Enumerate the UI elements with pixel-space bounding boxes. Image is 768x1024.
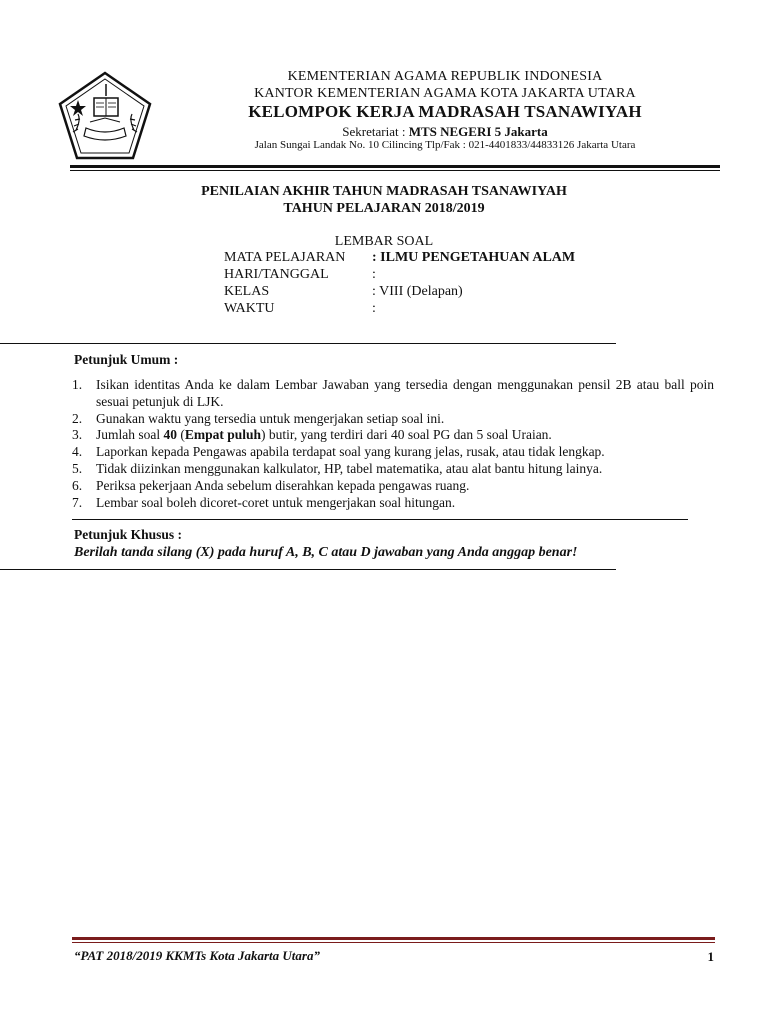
info-row-time: [224, 301, 575, 318]
question-count: 40: [163, 427, 177, 443]
footer-divider: [72, 937, 715, 940]
header-ministry: KEMENTERIAN AGAMA REPUBLIK INDONESIA: [287, 69, 603, 84]
list-number: 2.: [72, 410, 83, 426]
info-label: MATA PELAJARAN: [224, 250, 346, 265]
list-number: 6.: [72, 477, 83, 493]
info-value: :: [372, 267, 376, 282]
info-label: HARI/TANGGAL: [224, 267, 329, 282]
text-part: (: [177, 427, 185, 443]
list-number: 4.: [72, 444, 83, 460]
page-number: 1: [707, 949, 714, 964]
info-label: WAKTU: [224, 301, 275, 316]
list-number: 5.: [72, 460, 83, 476]
list-text: Gunakan waktu yang tersedia untuk mengerjakan setiap soal ini.: [96, 410, 445, 426]
exam-year: TAHUN PELAJARAN 2018/2019: [283, 201, 485, 216]
exam-info: [224, 250, 575, 318]
info-row-date: [224, 267, 575, 284]
info-label: KELAS: [224, 284, 270, 299]
list-number: 1.: [72, 377, 83, 392]
section-divider: [0, 569, 616, 570]
specific-instructions-text: Berilah tanda silang (X) pada huruf A, B, C atau D jawaban yang Anda anggap benar!: [74, 545, 578, 560]
general-instructions-list: [72, 377, 714, 511]
list-number: 7.: [72, 494, 83, 510]
ministry-logo: [56, 70, 154, 162]
list-item: [72, 495, 714, 512]
list-item: [72, 411, 714, 428]
info-value: : VIII (Delapan): [372, 284, 463, 299]
list-text: [96, 427, 714, 444]
list-text: Periksa pekerjaan Anda sebelum diserahkan kepada pengawas ruang.: [96, 477, 470, 493]
list-number: 3.: [72, 427, 83, 443]
list-item: [72, 427, 714, 444]
info-value: : ILMU PENGETAHUAN ALAM: [372, 250, 576, 265]
exam-title: PENILAIAN AKHIR TAHUN MADRASAH TSANAWIYAH: [201, 184, 567, 199]
section-divider: [0, 343, 616, 344]
list-text: Tidak diizinkan menggunakan kalkulator, HP, tabel matematika, atau alat bantu hitung lainya.: [96, 460, 603, 476]
info-row-subject: [224, 250, 575, 267]
list-item: [72, 478, 714, 495]
list-item: [72, 461, 714, 478]
list-item: [72, 444, 714, 461]
list-item: [72, 377, 714, 411]
secretariat-value: MTS NEGERI 5 Jakarta: [408, 124, 548, 139]
header-organization: KELOMPOK KERJA MADRASAH TSANAWIYAH: [248, 102, 642, 121]
section-divider: [72, 519, 688, 520]
list-text: Laporkan kepada Pengawas apabila terdapat soal yang kurang jelas, rusak, atau tidak lengkap.: [96, 444, 605, 460]
footer-divider-thin: [72, 942, 715, 943]
specific-instructions-title: Petunjuk Khusus :: [74, 527, 183, 542]
footer-text: “PAT 2018/2019 KKMTs Kota Jakarta Utara”: [74, 948, 320, 963]
sheet-title: LEMBAR SOAL: [334, 234, 434, 249]
list-text: Lembar soal boleh dicoret-coret untuk mengerjakan soal hitungan.: [96, 494, 456, 510]
header-address: Jalan Sungai Landak No. 10 Cilincing Tlp/Fak : 021-4401833/44833126 Jakarta Utara: [254, 139, 636, 151]
header-secretariat: [160, 124, 730, 140]
info-row-class: [224, 284, 575, 301]
text-part: ) butir, yang terdiri dari 40 soal PG dan 5 soal Uraian.: [261, 427, 552, 443]
secretariat-label: Sekretariat :: [342, 124, 409, 139]
header-divider: [70, 165, 720, 168]
header-office: KANTOR KEMENTERIAN AGAMA KOTA JAKARTA UTARA: [254, 86, 636, 101]
list-text: Isikan identitas Anda ke dalam Lembar Jawaban yang tersedia dengan menggunakan pensil 2B atau ball poin sesuai petunjuk di LJK.: [96, 377, 714, 409]
header-divider-thin: [70, 170, 720, 171]
text-part: Jumlah soal: [96, 427, 164, 443]
question-count-words: Empat puluh: [184, 427, 262, 443]
general-instructions-title: Petunjuk Umum :: [74, 352, 179, 367]
info-value: :: [372, 301, 376, 316]
